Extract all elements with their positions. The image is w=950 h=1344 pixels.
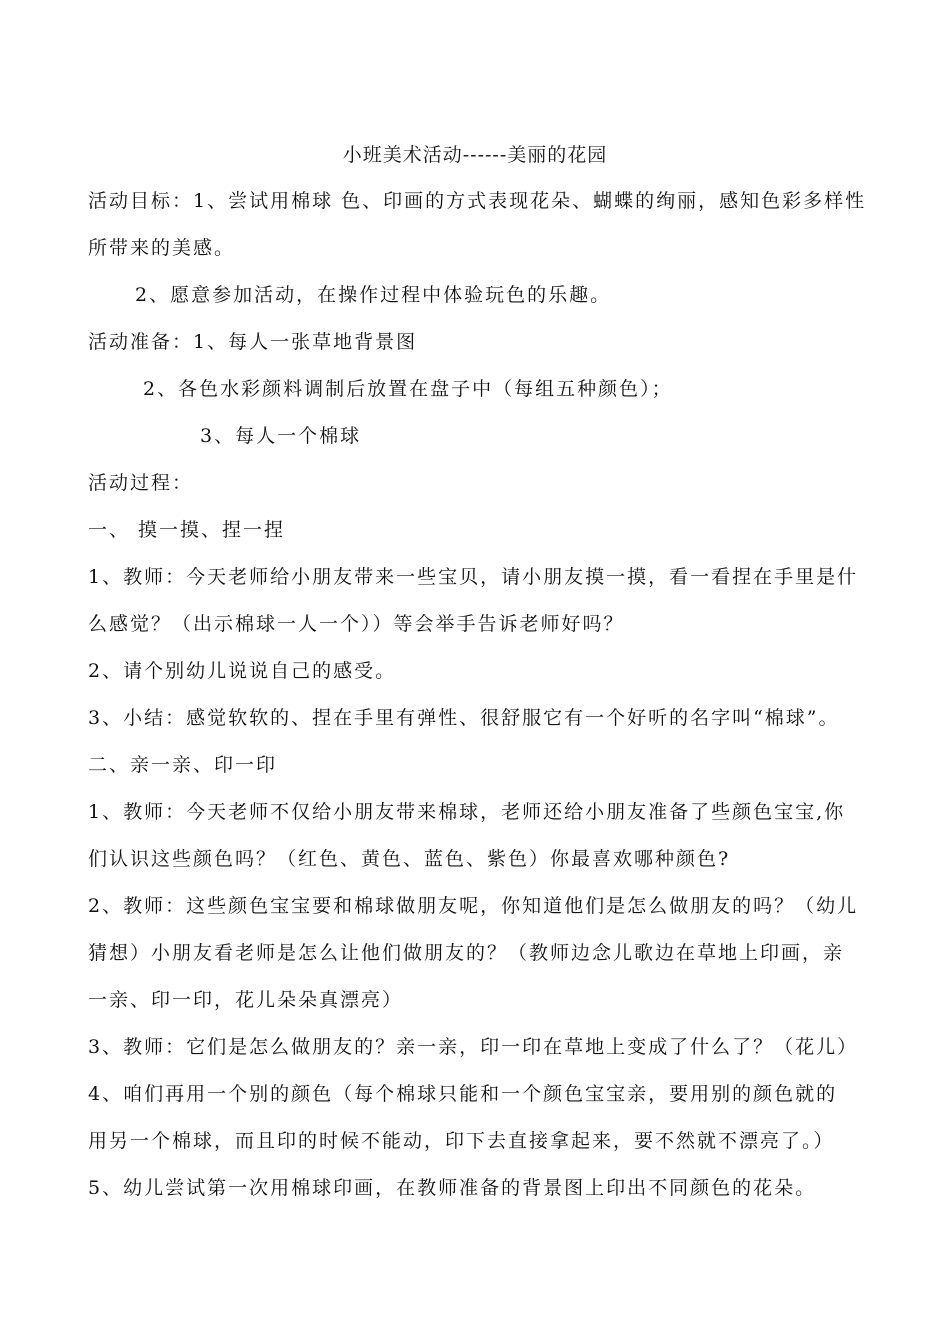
text-line-s2-2-cont: 猜想）小朋友看老师是怎么让他们做朋友的？（教师边念儿歌边在草地上印画，亲 [88,942,845,964]
text-line-prep-2: 2、各色水彩颜料调制后放置在盘子中（每组五种颜色）； [143,378,673,400]
text-line-s1-1-cont: 么感觉？（出示棉球一人一个））等会举手告诉老师好吗？ [88,613,625,635]
text-line-s2-5: 5、幼儿尝试第一次用棉球印画，在教师准备的背景图上印出不同颜色的花朵。 [88,1177,817,1199]
text-line-s2-1-cont: 们认识这些颜色吗？（红色、黄色、蓝色、紫色）你最喜欢哪种颜色? [88,848,731,870]
text-line-s1-1: 1、教师：今天老师给小朋友带来一些宝贝，请小朋友摸一摸，看一看捏在手里是什 [88,566,859,588]
text-line-s1-3: 3、小结：感觉软软的、捏在手里有弹性、很舒服它有一个好听的名字叫“棉球”。 [88,707,840,729]
text-line-s1-2: 2、请个别幼儿说说自己的感受。 [88,660,397,682]
document-title: 小班美术活动------美丽的花园 [342,144,608,166]
text-line-objective-2: 2、愿意参加活动，在操作过程中体验玩色的乐趣。 [135,284,612,306]
section-heading-2: 二、亲一亲、印一印 [88,754,278,776]
text-line-objective-1: 活动目标：1、尝试用棉球 色、印画的方式表现花朵、蝴蝶的绚丽，感知色彩多样性 [88,190,867,212]
text-line-s2-4-cont: 用另一个棉球，而且印的时候不能动，印下去直接拿起来，要不然就不漂亮了。） [88,1130,835,1152]
text-line-s2-2-cont2: 一亲、印一印，花儿朵朵真漂亮） [88,989,404,1011]
text-line-process-heading: 活动过程： [88,472,194,494]
text-line-s2-4: 4、咱们再用一个别的颜色（每个棉球只能和一个颜色宝宝亲，要用别的颜色就的 [88,1083,838,1105]
text-line-prep-3: 3、每人一个棉球 [200,425,362,447]
text-line-prep-1: 活动准备：1、每人一张草地背景图 [88,331,418,353]
text-line-s2-2: 2、教师：这些颜色宝宝要和棉球做朋友呢，你知道他们是怎么做朋友的吗？（幼儿 [88,895,859,917]
section-heading-1: 一、 摸一摸、捏一捏 [88,519,286,541]
text-line-objective-1-cont: 所带来的美感。 [88,237,236,259]
text-line-s2-3: 3、教师：它们是怎么做朋友的？亲一亲，印一印在草地上变成了什么了？（花儿） [88,1036,859,1058]
text-line-s2-1: 1、教师：今天老师不仅给小朋友带来棉球，老师还给小朋友准备了些颜色宝宝,你 [88,801,846,823]
